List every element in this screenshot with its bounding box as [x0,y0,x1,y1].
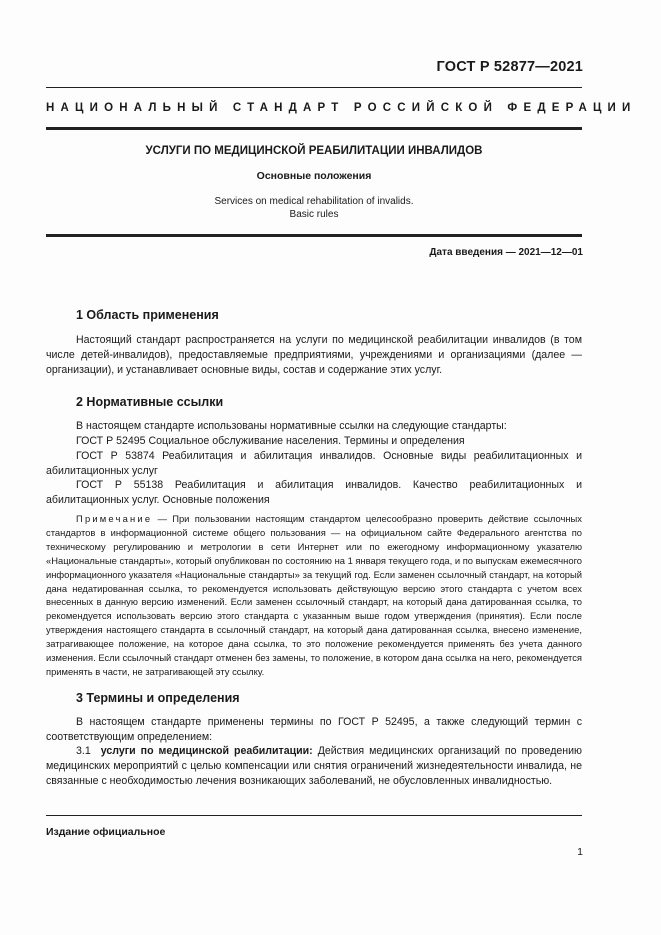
standard-code: ГОСТ Р 52877—2021 [436,59,583,75]
note-prefix: Примечание [76,513,153,524]
section2-intro: В настоящем стандарте использованы нормативные ссылки на следующие стандарты: [76,420,507,432]
term-number: 3.1 [76,745,91,757]
section3-intro-text: В настоящем стандарте применены термины по ГОСТ Р 52495, а также следующий термин с соответствующим определением: [46,716,582,743]
section1-body: Настоящий стандарт распространяется на услуги по медицинской реабилитации инвалидов (в том числе детей-инвалидов), предоставляемые предприятиями, учреждениями и организациями (далее — организации), и устанавливает основные виды, состав и содержание этих услуг. [46,334,582,376]
reference-item-3-text: ГОСТ Р 55138 Реабилитация и абилитация инвалидов. Качество реабилитационных и абилитационных услуг. Основные положения [46,479,582,506]
english-title-line2: Basic rules [289,209,339,220]
english-title [46,195,582,221]
footer-divider [46,815,582,816]
section2-heading: 2 Нормативные ссылки [76,395,224,409]
section1-text [46,333,582,378]
section1-heading: 1 Область применения [76,308,219,322]
term-name: услуги по медицинской реабилитации: [100,745,313,757]
national-standard-banner: НАЦИОНАЛЬНЫЙ СТАНДАРТ РОССИЙСКОЙ ФЕДЕРАЦИИ [46,102,637,114]
page-number: 1 [577,846,583,858]
official-edition-label: Издание официальное [46,826,166,838]
reference-item-2-text: ГОСТ Р 53874 Реабилитация и абилитация инвалидов. Основные виды реабилитационных и абилитационных услуг [46,450,582,477]
title-divider [46,234,582,237]
section3-intro [46,715,582,745]
document-subtitle: Основные положения [256,170,372,182]
reference-item-2 [46,449,582,479]
document-title: УСЛУГИ ПО МЕДИЦИНСКОЙ РЕАБИЛИТАЦИИ ИНВАЛИДОВ [145,145,483,157]
english-title-line1: Services on medical rehabilitation of invalids. [214,196,414,207]
reference-note [46,512,582,679]
note-text: — При пользовании настоящим стандартом целесообразно проверить действие ссылочных стандартов в информационной системе общего пользования — на официальном сайте Федерального агентства по техническому регулированию и метрологии в сети Интернет или по ежегодному информационному указателю «Национальные стандарты», который опубликован по состоянию на 1 января текущего года, и по выпускам ежемесячного информационного указателя «Национальные стандарты» за текущий год. Если заменен ссылочный стандарт, на который дана недатированная ссылка, то рекомендуется использовать действующую версию этого стандарта с учетом всех внесенных в данную версию изменений. Если заменен ссылочный стандарт, на который дана датированная ссылка, то рекомендуется использовать версию этого стандарта с указанным выше годом утверждения (принятия). Если после утверждения настоящего стандарта в ссылочный стандарт, на который дана датированная ссылка, внесено изменение, затрагивающее положение, на которое дана ссылка, то это положение рекомендуется применять без учета данного изменения. Если ссылочный стандарт отменен без замены, то положение, в котором дана ссылка на него, рекомендуется применять в части, не затрагивающей эту ссылку. [46,513,582,677]
section3-heading: 3 Термины и определения [76,691,240,705]
banner-divider [46,127,582,130]
header-divider [46,87,582,88]
reference-item-3 [46,478,582,508]
introduction-date: Дата введения — 2021—12—01 [429,247,583,258]
term-definition [46,744,582,789]
term-definition-text: Действия медицинских организаций по проведению медицинских мероприятий с целью компенсации или снятия ограничений жизнедеятельности инвалида, не связанные с необходимостью лечения возникающих заболеваний, не обусловленных инвалидностью. [46,745,582,787]
reference-item-1: ГОСТ Р 52495 Социальное обслуживание населения. Термины и определения [76,435,465,447]
